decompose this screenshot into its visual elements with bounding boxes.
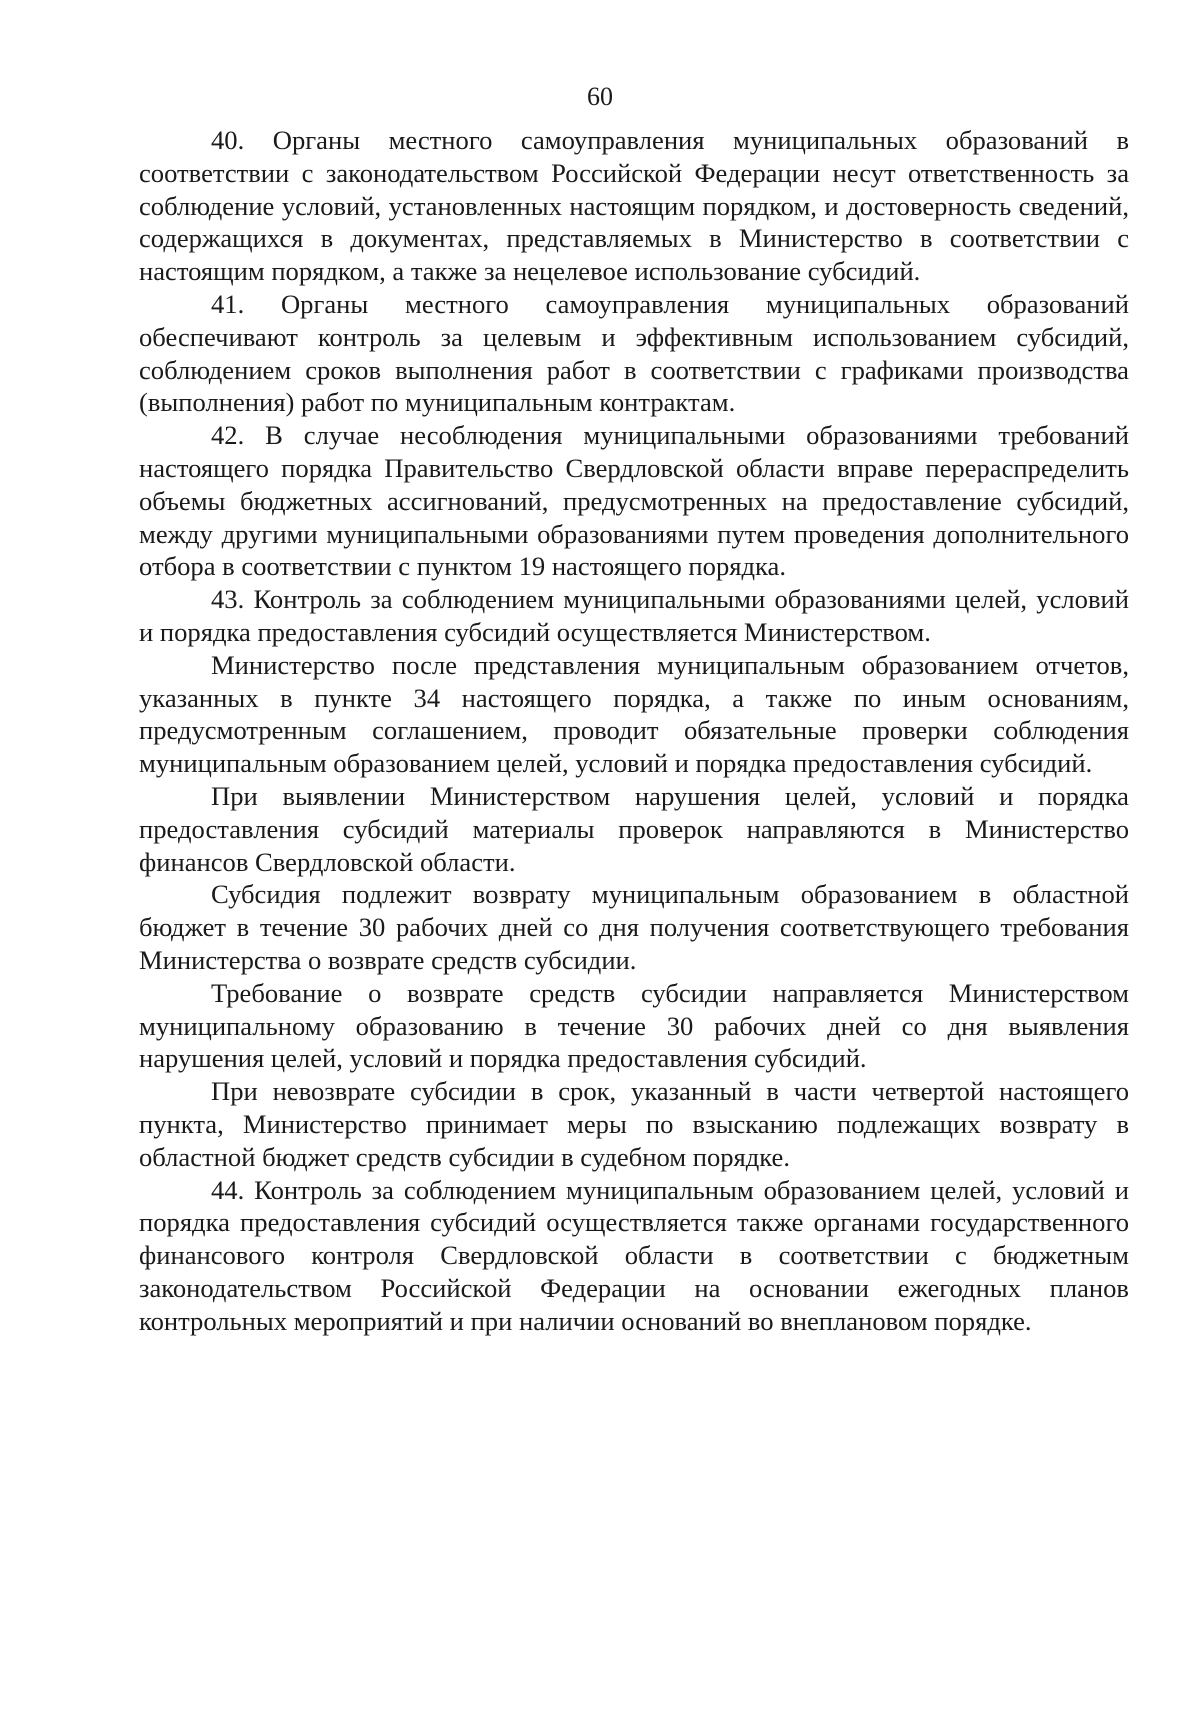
- paragraph-43-part-5: Требование о возврате средств субсидии направляется Министерством муниципальному образованию в течение 30 рабочих дней со дня выявления нарушения целей, условий и порядка предоставления субсидий.: [139, 977, 1129, 1074]
- paragraph-43-part-3: При выявлении Министерством нарушения целей, условий и порядка предоставления субсидий материалы проверок направляются в Министерство финансов Свердловской области.: [139, 780, 1129, 877]
- paragraph-43-part-6: При невозврате субсидии в срок, указанный в части четвертой настоящего пункта, Министерство принимает меры по взысканию подлежащих возврату в областной бюджет средств субсидии в судебном порядке.: [139, 1076, 1129, 1172]
- paragraph-41: 41. Органы местного самоуправления муниципальных образований обеспечивают контроль за целевым и эффективным использованием субсидий, соблюдением сроков выполнения работ в соответствии с графиками производства (выполнения) работ по муниципальным контрактам.: [139, 288, 1129, 418]
- paragraph-43-part-2: Министерство после представления муниципальным образованием отчетов, указанных в пункте 34 настоящего порядка, а также по иным основаниям, предусмотренным соглашением, проводит обязательные проверки соблюдения муниципальным образованием целей, условий и порядка предоставления субсидий.: [139, 649, 1129, 779]
- paragraph-40: 40. Органы местного самоуправления муниципальных образований в соответствии с законодательством Российской Федерации несут ответственность за соблюдение условий, установленных настоящим порядком, и достоверность сведений, содержащихся в документах, представляемых в Министерство в соответствии с настоящим порядком, а также за нецелевое использование субсидий.: [139, 125, 1129, 287]
- paragraph-42: 42. В случае несоблюдения муниципальными образованиями требований настоящего порядка Правительство Свердловской области вправе перераспределить объемы бюджетных ассигнований, предусмотренных на предоставление субсидий, между другими муниципальными образованиями путем проведения дополнительного отбора в соответствии с пунктом 19 настоящего порядка.: [139, 420, 1129, 582]
- page-number: 60: [587, 82, 613, 111]
- document-body: [139, 124, 1129, 1337]
- paragraph-43-part-4: Субсидия подлежит возврату муниципальным образованием в областной бюджет в течение 30 рабочих дней со дня получения соответствующего требования Министерства о возврате средств субсидии.: [139, 879, 1129, 975]
- paragraph-44: 44. Контроль за соблюдением муниципальным образованием целей, условий и порядка предоставления субсидий осуществляется также органами государственного финансового контроля Свердловской области в соответствии с бюджетным законодательством Российской Федерации на основании ежегодных планов контрольных мероприятий и при наличии оснований во внеплановом порядке.: [139, 1174, 1129, 1336]
- paragraph-43: 43. Контроль за соблюдением муниципальными образованиями целей, условий и порядка предоставления субсидий осуществляется Министерством.: [139, 584, 1129, 647]
